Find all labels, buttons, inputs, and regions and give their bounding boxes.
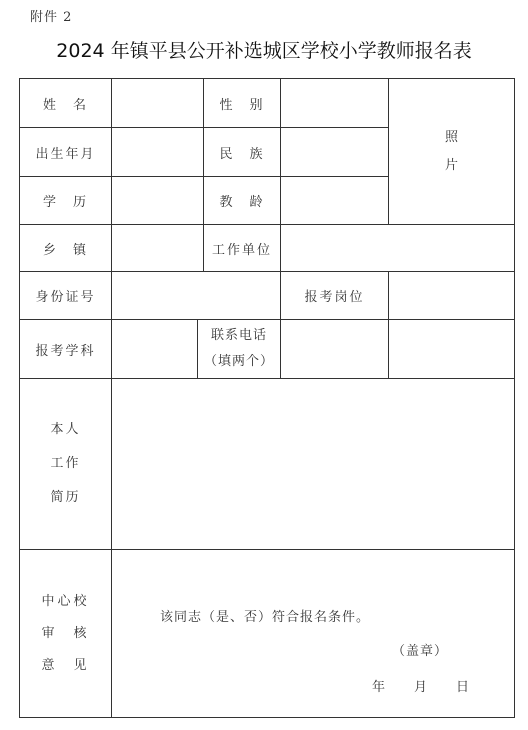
gender-field[interactable]	[280, 78, 389, 128]
town-label: 乡 镇	[19, 224, 112, 272]
teaching-years-label: 教 龄	[203, 176, 281, 225]
position-label: 报考岗位	[280, 271, 389, 320]
photo-label-line2: 片	[444, 157, 458, 173]
id-number-label: 身份证号	[19, 271, 112, 320]
audit-label-line1: 中心校	[41, 593, 90, 609]
workplace-label: 工作单位	[203, 224, 281, 272]
resume-label-line2: 工作	[50, 456, 81, 471]
id-number-field[interactable]	[111, 271, 281, 320]
teaching-years-field[interactable]	[280, 176, 389, 225]
audit-label-line3: 意 见	[41, 657, 90, 673]
ethnicity-field[interactable]	[280, 127, 389, 177]
name-field[interactable]	[111, 78, 204, 128]
photo-label-line1: 照	[444, 129, 458, 145]
position-field[interactable]	[388, 271, 515, 320]
birth-field[interactable]	[111, 127, 204, 177]
phone-label-line1: 联系电话	[210, 328, 267, 343]
town-field[interactable]	[111, 224, 204, 272]
name-label: 姓 名	[19, 78, 112, 128]
photo-area[interactable]	[388, 78, 515, 225]
resume-field[interactable]	[111, 378, 515, 550]
education-field[interactable]	[111, 176, 204, 225]
education-label: 学 历	[19, 176, 112, 225]
ethnicity-label: 民 族	[203, 127, 281, 177]
resume-label	[19, 378, 112, 550]
audit-label	[19, 549, 112, 718]
phone-label	[197, 319, 281, 379]
birth-label: 出生年月	[19, 127, 112, 177]
date-label: 年 月 日	[372, 680, 471, 695]
attachment-label: 附件 2	[30, 10, 73, 25]
audit-label-line2: 审 核	[41, 625, 90, 641]
subject-label: 报考学科	[19, 319, 112, 379]
resume-label-line1: 本人	[50, 422, 81, 437]
seal-label: （盖章）	[392, 644, 449, 659]
audit-statement: 该同志（是、否）符合报名条件。	[160, 610, 371, 625]
form-title: 2024 年镇平县公开补选城区学校小学教师报名表	[56, 40, 472, 62]
resume-label-line3: 简历	[50, 490, 81, 505]
phone-label-line2: （填两个）	[203, 354, 274, 369]
phone-field-2[interactable]	[388, 319, 515, 379]
workplace-field[interactable]	[280, 224, 515, 272]
subject-field[interactable]	[111, 319, 198, 379]
gender-label: 性 别	[203, 78, 281, 128]
phone-field-1[interactable]	[280, 319, 389, 379]
